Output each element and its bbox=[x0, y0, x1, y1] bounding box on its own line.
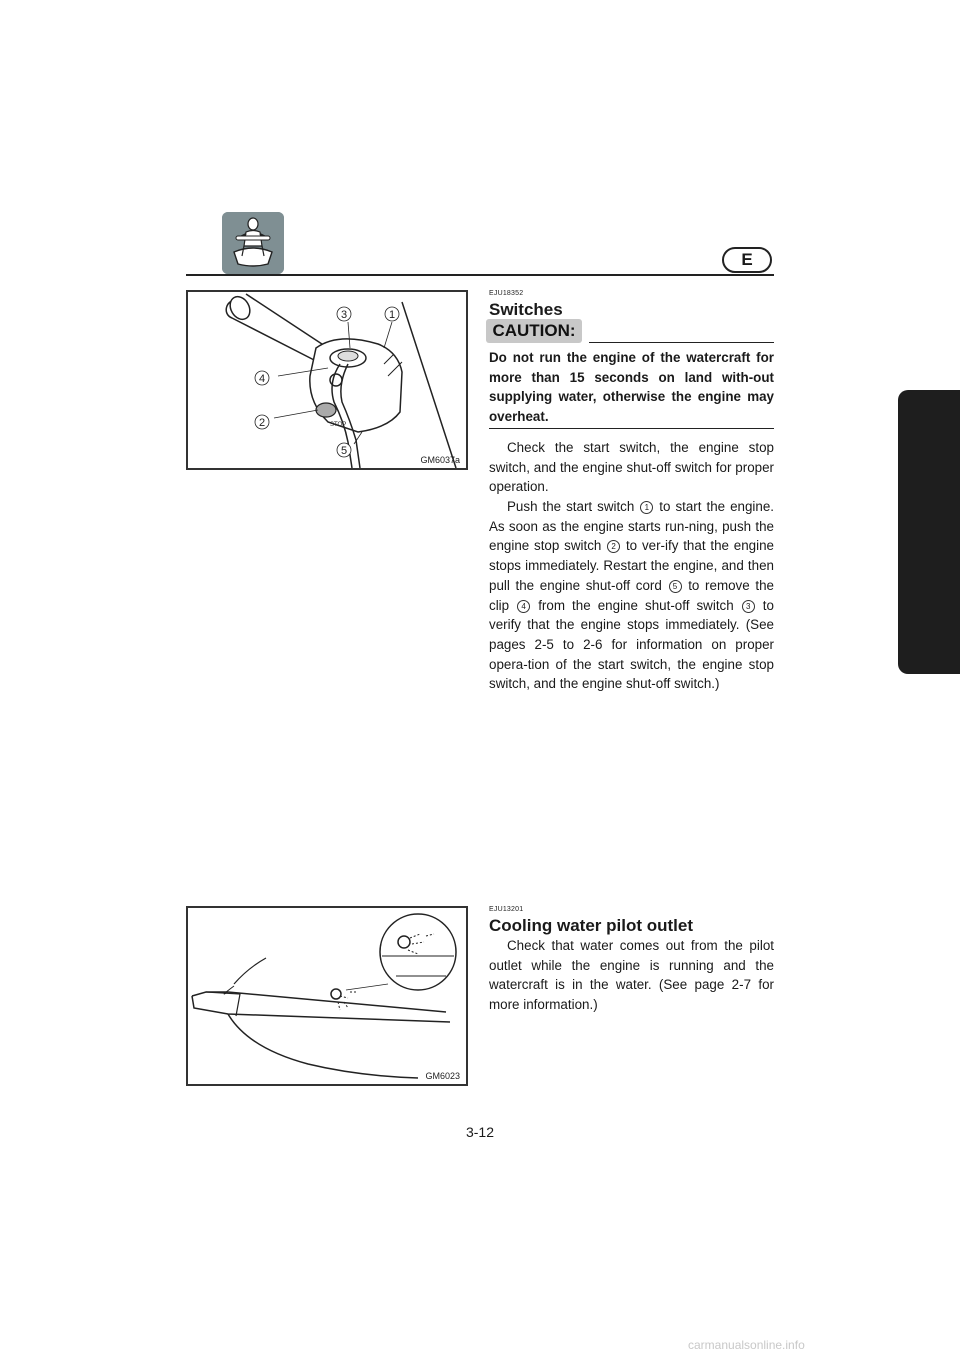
watermark: carmanualsonline.info bbox=[688, 1338, 805, 1352]
text-run: to verify that the engine stops immediately. (See pages 2-5 to 2-6 for information on proper opera-tion of the start switch, the engine stop switch, and the engine shut-off switch.) bbox=[489, 597, 774, 692]
page-number: 3-12 bbox=[465, 1124, 495, 1140]
handlebar-switch-illustration bbox=[188, 292, 466, 468]
caution-text: Do not run the engine of the watercraft for more than 15 seconds on land with-out supplying water, otherwise the engine may overheat. bbox=[489, 350, 774, 424]
callout-1: 1 bbox=[388, 309, 396, 321]
callout-3: 3 bbox=[340, 309, 348, 321]
paragraph-text: Check the start switch, the engine stop switch, and the engine shut-off switch for proper operation. bbox=[489, 440, 774, 495]
section-code: EJU13201 bbox=[489, 906, 524, 913]
callout-2: 2 bbox=[258, 417, 266, 429]
header-rule bbox=[186, 274, 774, 276]
text-run: to ver-ify that the engine stops immediately. Restart the engine, and then pull the engine shut-off cord bbox=[489, 538, 774, 593]
stop-label: STOP bbox=[330, 422, 347, 428]
callout-ref: 2 bbox=[607, 540, 620, 553]
text-run: to remove the clip bbox=[489, 577, 774, 613]
callout-ref: 5 bbox=[669, 580, 682, 593]
figure-cooling-outlet bbox=[186, 906, 468, 1086]
figure-switches bbox=[186, 290, 468, 470]
chapter-side-tab bbox=[898, 390, 960, 674]
language-badge: E bbox=[722, 247, 772, 273]
text-run: to start the engine. As soon as the engine starts run-ning, push the engine stop switch bbox=[489, 499, 774, 554]
caution-end-rule bbox=[489, 428, 774, 429]
callout-ref: 3 bbox=[742, 600, 755, 613]
paragraph bbox=[489, 497, 774, 694]
callout-4: 4 bbox=[258, 373, 266, 385]
section-code: EJU18352 bbox=[489, 290, 524, 297]
figure-code: GM6037a bbox=[420, 455, 460, 465]
section-title: Cooling water pilot outlet bbox=[489, 916, 693, 935]
callout-ref: 4 bbox=[517, 600, 530, 613]
callout-ref: 1 bbox=[640, 501, 653, 514]
figure-code: GM6023 bbox=[425, 1071, 460, 1081]
paragraph bbox=[489, 438, 774, 497]
text-run: from the engine shut-off switch bbox=[531, 597, 741, 613]
paragraph-text: Check that water comes out from the pilot outlet while the engine is running and the watercraft is in the water. (See page 2-7 for more information.) bbox=[489, 938, 774, 1013]
text-run: Push the start switch bbox=[507, 499, 640, 514]
callout-5: 5 bbox=[340, 445, 348, 457]
pilot-outlet-illustration bbox=[188, 908, 466, 1084]
caution-label: CAUTION: bbox=[486, 319, 582, 343]
caution-rule bbox=[589, 342, 774, 343]
paragraph bbox=[489, 936, 774, 1015]
section-title: Switches bbox=[489, 300, 563, 319]
jet-ski-rider-icon bbox=[222, 212, 284, 274]
